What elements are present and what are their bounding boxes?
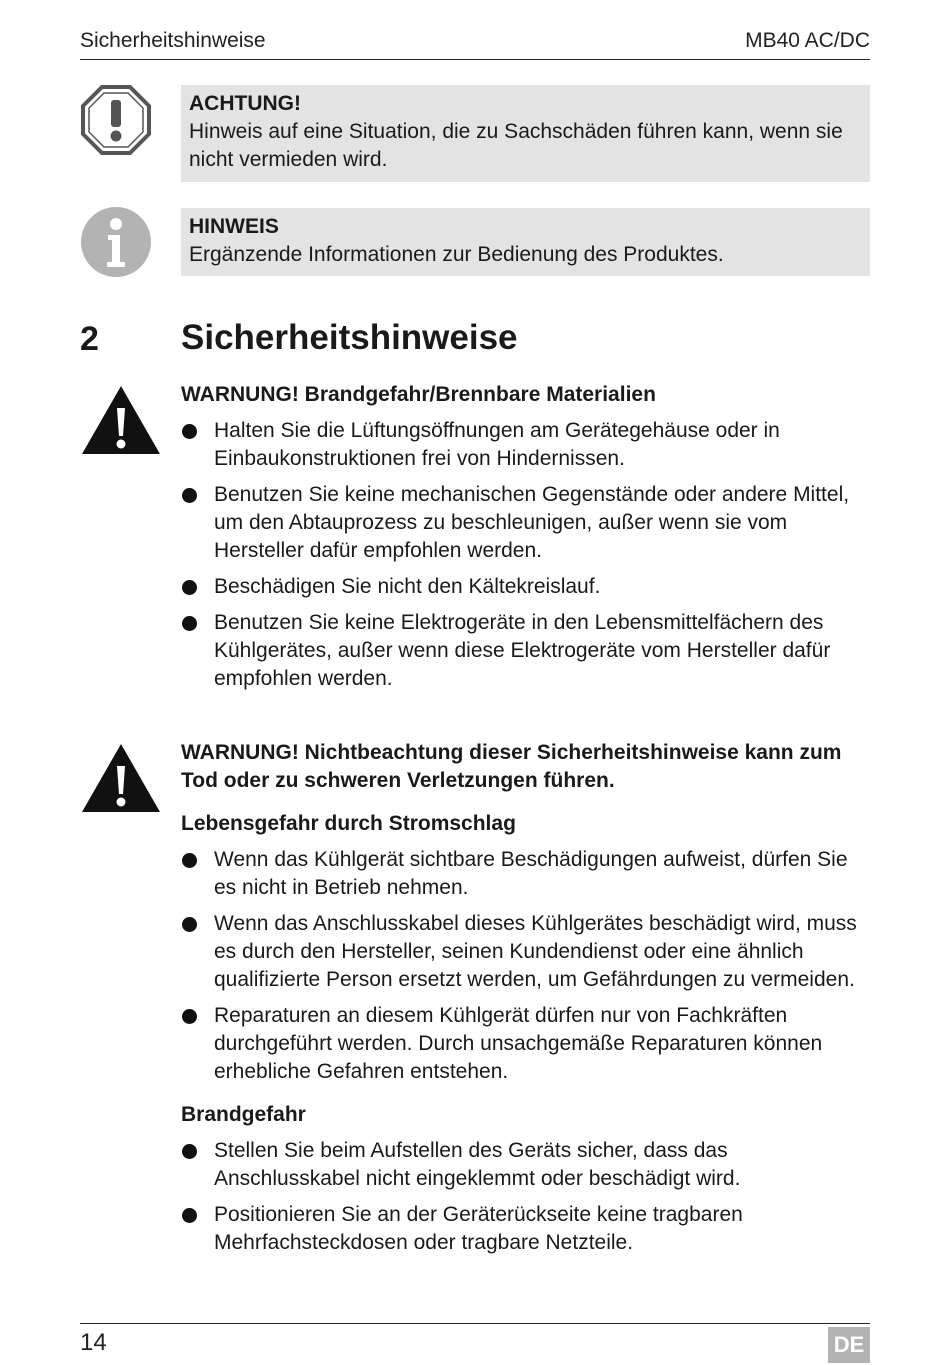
list-item: Benutzen Sie keine mechanischen Gegenstände oder andere Mittel, um den Abtauprozess zu beschleunigen, außer wenn sie vom Hersteller dafür empfohlen werden. bbox=[181, 481, 871, 565]
list-item: Benutzen Sie keine Elektrogeräte in den Lebensmittelfächern des Kühlgerätes, außer wenn diese Elektrogeräte vom Hersteller dafür empfohlen werden. bbox=[181, 609, 871, 693]
warning-fire-block bbox=[181, 381, 871, 701]
warning-death-block bbox=[181, 739, 871, 1265]
note-title: ACHTUNG! bbox=[189, 92, 301, 115]
list-item: Beschädigen Sie nicht den Kältekreislauf. bbox=[181, 573, 871, 601]
subsection-title: Lebensgefahr durch Stromschlag bbox=[181, 812, 516, 835]
list-item: Positionieren Sie an der Geräterückseite keine tragbaren Mehrfachsteckdosen oder tragbare Netzteile. bbox=[181, 1201, 871, 1257]
list-item: Wenn das Anschlusskabel dieses Kühlgerätes beschädigt wird, muss es durch den Hersteller, seinen Kundendienst oder eine ähnlich qualifizierte Person ersetzt werden, um Gefährdungen zu vermeiden. bbox=[181, 910, 871, 994]
list-item: Wenn das Kühlgerät sichtbare Beschädigungen aufweist, dürfen Sie es nicht in Betrieb nehmen. bbox=[181, 846, 871, 902]
bullet-icon bbox=[182, 424, 197, 439]
warning-list bbox=[181, 417, 871, 693]
language-badge: DE bbox=[828, 1327, 870, 1363]
bullet-icon bbox=[182, 917, 197, 932]
bullet-icon bbox=[182, 616, 197, 631]
warning-heading: WARNUNG! Nichtbeachtung dieser Sicherheitshinweise kann zum Tod oder zu schweren Verletzungen führen. bbox=[181, 741, 842, 792]
warning-heading: WARNUNG! Brandgefahr/Brennbare Materialien bbox=[181, 383, 656, 406]
warning-list bbox=[181, 1137, 871, 1257]
list-item: Halten Sie die Lüftungsöffnungen am Gerätegehäuse oder in Einbaukonstruktionen frei von Hindernissen. bbox=[181, 417, 871, 473]
bullet-icon bbox=[182, 1009, 197, 1024]
note-text: Ergänzende Informationen zur Bedienung des Produktes. bbox=[189, 243, 724, 266]
note-hinweis bbox=[181, 208, 870, 276]
list-item: Stellen Sie beim Aufstellen des Geräts sicher, dass das Anschlusskabel nicht eingeklemmt oder beschädigt wird. bbox=[181, 1137, 871, 1193]
header-section-title: Sicherheitshinweise bbox=[80, 29, 266, 52]
bullet-icon bbox=[182, 580, 197, 595]
note-title: HINWEIS bbox=[189, 215, 279, 238]
note-achtung bbox=[181, 85, 870, 182]
list-item: Reparaturen an diesem Kühlgerät dürfen nur von Fachkräften durchgeführt werden. Durch unsachgemäße Reparaturen können erhebliche Gefahren entstehen. bbox=[181, 1002, 871, 1086]
header-model-name: MB40 AC/DC bbox=[745, 29, 870, 52]
subsection-title: Brandgefahr bbox=[181, 1103, 306, 1126]
octagon-exclamation-icon bbox=[80, 84, 152, 161]
warning-triangle-icon bbox=[80, 742, 162, 819]
bullet-icon bbox=[182, 853, 197, 868]
footer-rule bbox=[80, 1323, 870, 1324]
page-number: 14 bbox=[80, 1329, 107, 1356]
section-number: 2 bbox=[80, 320, 99, 358]
info-circle-icon bbox=[80, 206, 152, 283]
bullet-icon bbox=[182, 1208, 197, 1223]
section-title: Sicherheitshinweise bbox=[181, 318, 518, 357]
warning-triangle-icon bbox=[80, 384, 162, 461]
header-rule bbox=[80, 59, 870, 60]
warning-list bbox=[181, 846, 871, 1086]
bullet-icon bbox=[182, 488, 197, 503]
note-text: Hinweis auf eine Situation, die zu Sachschäden führen kann, wenn sie nicht vermieden wird. bbox=[189, 120, 843, 171]
bullet-icon bbox=[182, 1144, 197, 1159]
